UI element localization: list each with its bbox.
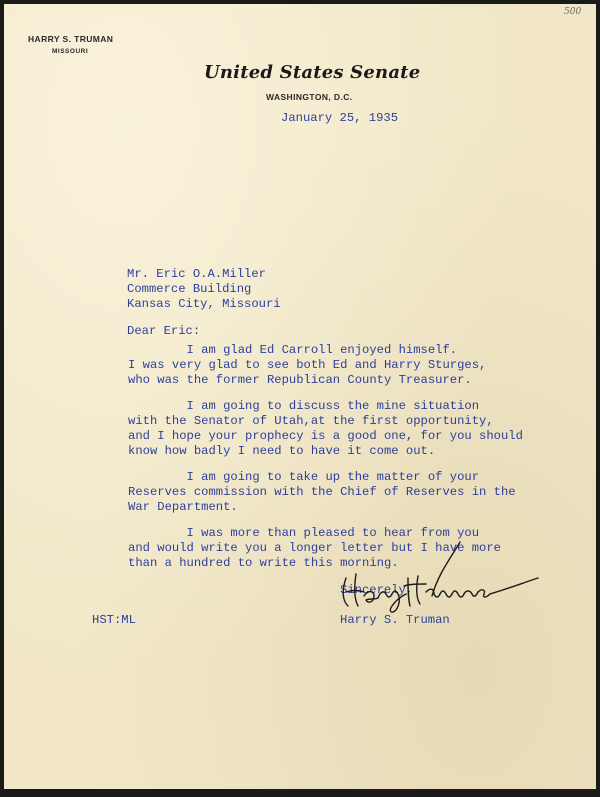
typist-initials: HST:ML [92,613,136,627]
letter-date: January 25, 1935 [281,111,399,125]
body-line: War Department. [128,500,238,514]
body-line: Reserves commission with the Chief of Reserves in the [128,485,516,499]
salutation: Dear Eric: [127,324,201,338]
sender-name: HARRY S. TRUMAN [28,34,114,44]
sender-state: MISSOURI [52,48,89,55]
archive-number: 500 [564,7,582,17]
body-line: with the Senator of Utah,at the first opportunity, [128,414,494,428]
body-line: I am going to discuss the mine situation [128,399,480,413]
body-line: I was very glad to see both Ed and Harry Sturges, [128,358,487,372]
body-line: I am glad Ed Carroll enjoyed himself. [128,343,458,357]
letter-page [4,4,596,789]
body-line: I am going to take up the matter of your [128,470,480,484]
body-line: and would write you a longer letter but I have more [128,541,501,555]
body-line: who was the former Republican County Treasurer. [128,373,472,387]
signer-name: Harry S. Truman [340,613,450,627]
body-line: know how badly I need to have it come out. [128,444,436,458]
recipient-address-line-2: Kansas City, Missouri [127,297,281,311]
body-line: than a hundred to write this morning. [128,556,399,570]
letterhead-city: WASHINGTON, D.C. [266,92,353,102]
handwritten-signature [334,534,544,614]
recipient-address-line-1: Commerce Building [127,282,252,296]
body-line: I was more than pleased to hear from you [128,526,480,540]
body-line: and I hope your prophecy is a good one, for you should [128,429,523,443]
recipient-name: Mr. Eric O.A.Miller [127,267,266,281]
closing: Sincerely, [340,583,414,597]
letterhead-title: United States Senate [204,62,421,83]
